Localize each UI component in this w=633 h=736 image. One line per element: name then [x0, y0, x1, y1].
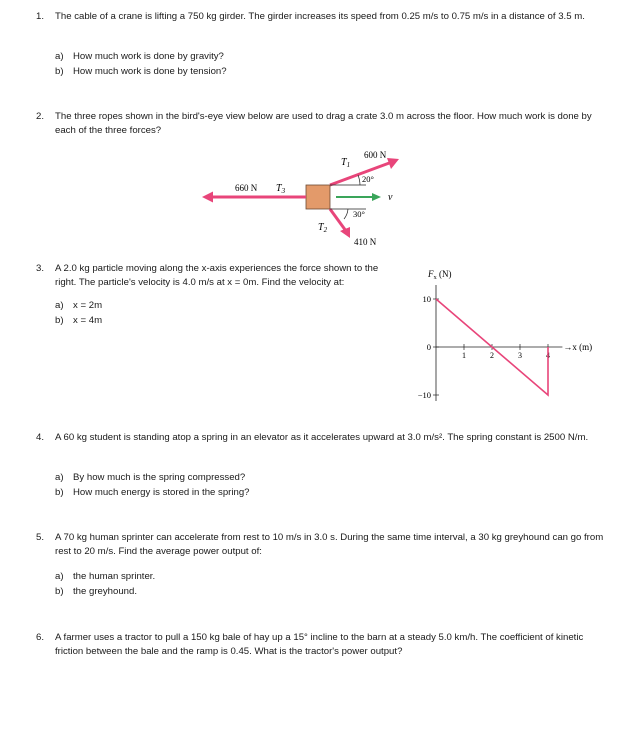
rope-force-diagram	[200, 145, 420, 255]
part-label: b)	[55, 486, 64, 498]
part-a	[55, 299, 102, 314]
question-text: A 2.0 kg particle moving along the x-axis experiences the force shown to the right. The particle's velocity is 4.0 m/s at x = 0m. Find the velocity at:	[55, 263, 379, 288]
t3-label: $T_3$	[276, 183, 286, 195]
angle-arc-20	[358, 175, 360, 185]
t2-force-label: 410 N	[354, 237, 377, 247]
y-axis-label-sub: x	[433, 274, 437, 281]
part-text: x = 4m	[73, 314, 103, 326]
question-number: 1.	[36, 11, 45, 22]
t1-label: $T_1$	[341, 157, 351, 169]
t2-angle-label: 30°	[353, 209, 365, 219]
angle-arc-30	[344, 209, 348, 219]
t2-subscript: 2	[323, 226, 328, 234]
part-text: the human sprinter.	[73, 571, 156, 582]
velocity-label: v	[388, 192, 393, 203]
t3-subscript: 3	[281, 187, 286, 195]
part-label: a)	[55, 571, 64, 582]
part-label: a)	[55, 51, 64, 62]
part-label: a)	[55, 472, 64, 483]
t1-angle-label: 20°	[362, 174, 374, 184]
part-text: the greyhound.	[73, 585, 138, 597]
y-axis-label-unit: (N)	[436, 269, 452, 279]
part-label: b)	[55, 314, 64, 326]
y-axis-label-main: F	[428, 269, 434, 279]
question-3-parts	[55, 299, 102, 328]
y-tick-label: 10	[422, 294, 431, 304]
y-axis-label	[427, 269, 452, 281]
y-tick-label: −10	[417, 390, 431, 400]
question-text: The three ropes shown in the bird's-eye view below are used to drag a crate 3.0 m across the floor. How much work is done by each of the three forces?	[55, 111, 592, 136]
force-position-chart	[412, 262, 602, 410]
question-6	[36, 631, 606, 659]
part-text: How much work is done by tension?	[73, 65, 227, 77]
x-tick-label: 2	[490, 351, 494, 360]
part-a	[55, 471, 250, 486]
t1-arrow	[330, 162, 392, 185]
part-text: How much energy is stored in the spring?	[73, 486, 250, 498]
question-number: 3.	[36, 263, 45, 274]
x-axis-label: →x (m)	[563, 342, 593, 352]
part-label: a)	[55, 300, 64, 311]
x-tick-label: 3	[518, 351, 522, 360]
t3-arrowhead	[202, 192, 213, 203]
question-number: 5.	[36, 532, 45, 543]
y-tick-label: 0	[426, 342, 431, 352]
question-text: A farmer uses a tractor to pull a 150 kg bale of hay up a 15° incline to the barn at a steady 5.0 km/h. The coefficient of kinetic friction between the bale and the ramp is 0.45. What is the tractor's power output?	[55, 632, 584, 657]
question-text: A 70 kg human sprinter can accelerate from rest to 10 m/s in 3.0 s. During the same time interval, a 30 kg greyhound can go from rest to 20 m/s. Find the average power output of:	[55, 532, 604, 557]
question-number: 6.	[36, 632, 45, 643]
part-text: x = 2m	[73, 300, 103, 311]
part-label: b)	[55, 65, 64, 77]
question-number: 4.	[36, 432, 45, 443]
t1-force-label: 600 N	[364, 150, 387, 160]
velocity-arrowhead	[372, 193, 381, 201]
part-b	[55, 314, 102, 329]
question-4-parts	[55, 471, 250, 500]
t3-force-label: 660 N	[235, 183, 258, 193]
part-b	[55, 486, 250, 501]
crate	[306, 185, 330, 209]
question-text: A 60 kg student is standing atop a spring in an elevator as it accelerates upward at 3.0 m/s². The spring constant is 2500 N/m.	[55, 432, 589, 443]
x-tick-label: 4	[546, 351, 550, 360]
x-tick-label: 1	[462, 351, 466, 360]
question-5-parts	[55, 570, 155, 599]
t1-subscript: 1	[346, 161, 351, 169]
part-text: How much work is done by gravity?	[73, 51, 224, 62]
question-2	[36, 110, 606, 138]
part-b	[55, 65, 227, 80]
question-5	[36, 531, 606, 559]
part-b	[55, 585, 155, 600]
t2-label: $T_2$	[318, 222, 328, 234]
part-label: b)	[55, 585, 64, 597]
t2-arrow	[330, 209, 346, 231]
question-1	[36, 10, 606, 24]
question-4	[36, 431, 606, 445]
question-number: 2.	[36, 111, 45, 122]
question-1-parts	[55, 50, 227, 79]
part-a	[55, 570, 155, 585]
part-text: By how much is the spring compressed?	[73, 472, 246, 483]
question-3	[36, 262, 396, 290]
question-text: The cable of a crane is lifting a 750 kg girder. The girder increases its speed from 0.25 m/s to 0.75 m/s in a distance of 3.5 m.	[55, 11, 585, 22]
part-a	[55, 50, 227, 65]
